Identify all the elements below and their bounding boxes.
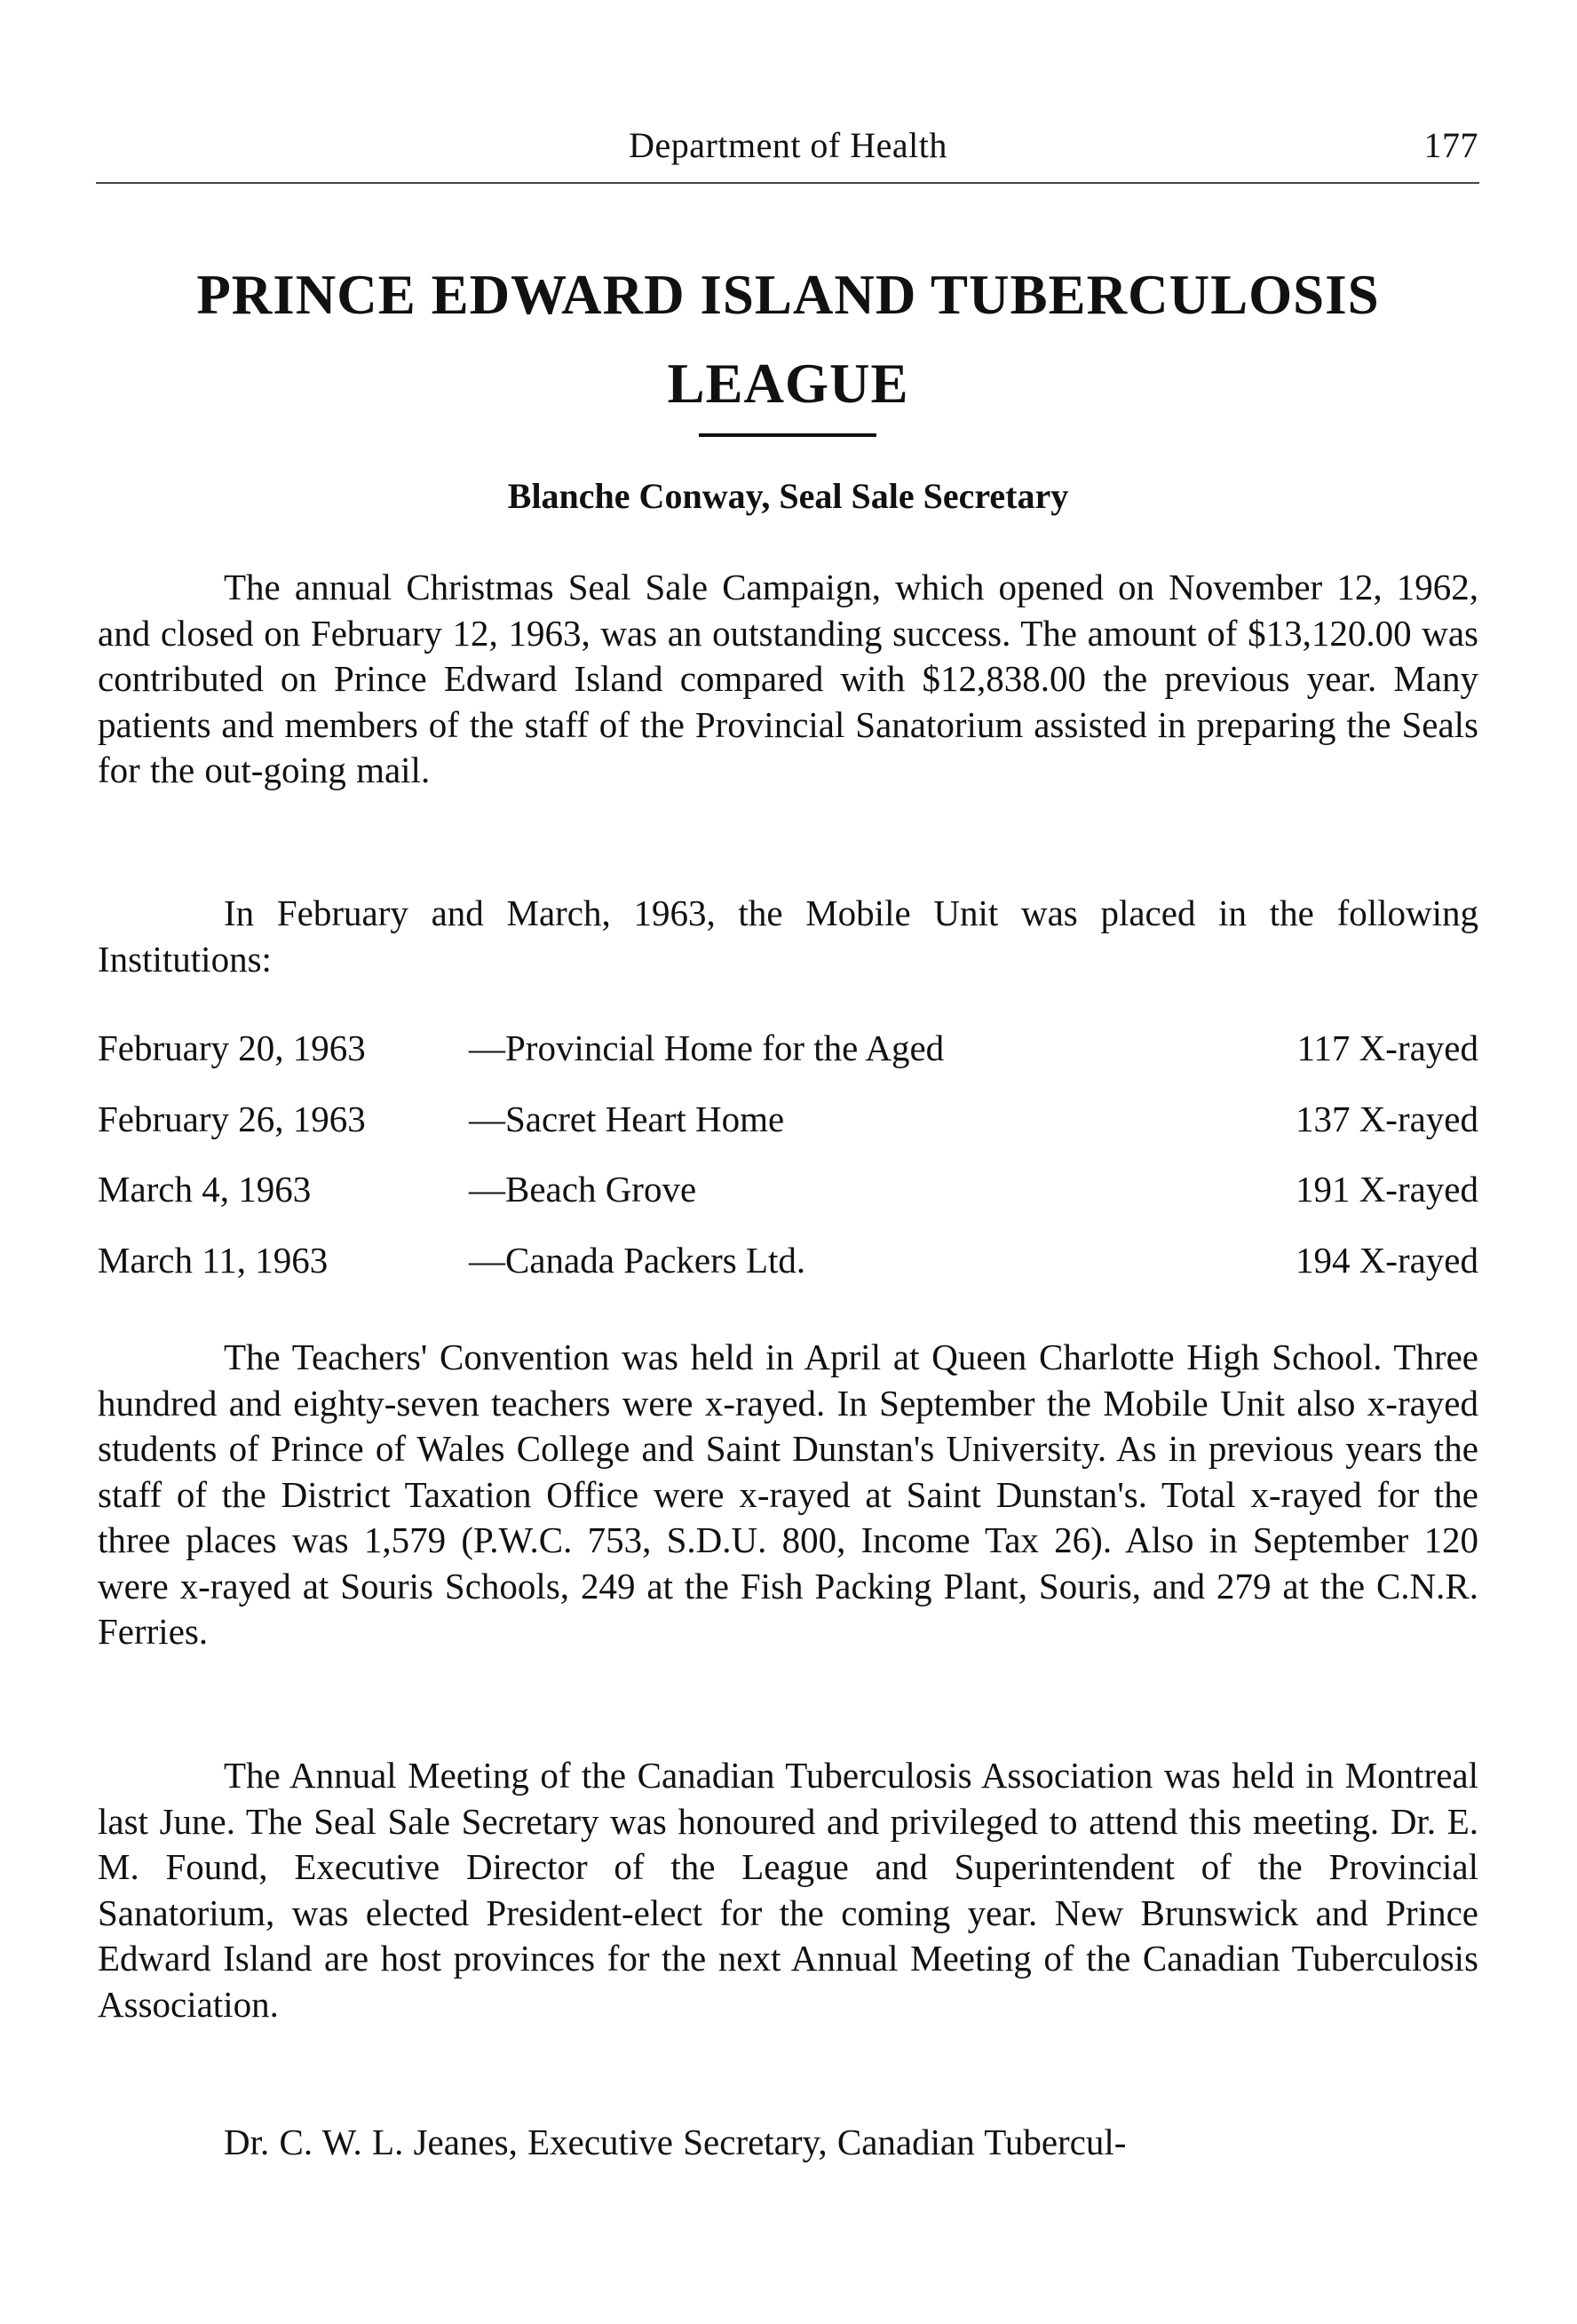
- schedule-row: [98, 1238, 1478, 1309]
- schedule-count: 117 X-rayed: [1296, 1027, 1478, 1068]
- byline: Blanche Conway, Seal Sale Secretary: [507, 476, 1069, 516]
- header-rule: [96, 182, 1479, 184]
- schedule-row: [98, 1097, 1478, 1168]
- mobile-unit-schedule: [98, 1026, 1478, 1308]
- schedule-institution: —Sacret Heart Home: [469, 1098, 785, 1139]
- schedule-count: 137 X-rayed: [1295, 1098, 1478, 1139]
- schedule-count: 194 X-rayed: [1295, 1239, 1478, 1281]
- paragraph-teachers-convention: The Teachers' Convention was held in April at Queen Charlotte High School. Three hundred and eighty-seven teachers were x-rayed. In September the Mobile Unit also x-rayed students of Prince of Wales College and Saint Dunstan's University. As in previous years the staff of the District Taxation Office were x-rayed at Saint Dunstan's. Total x-rayed for the three places was 1,579 (P.W.C. 753, S.D.U. 800, Income Tax 26). Also in September 120 were x-rayed at Souris Schools, 249 at the Fish Packing Plant, Souris, and 279 at the C.N.R. Ferries.: [98, 1336, 1478, 1652]
- schedule-institution: —Provincial Home for the Aged: [469, 1027, 945, 1068]
- schedule-date: February 20, 1963: [98, 1027, 366, 1068]
- page-number: 177: [1423, 125, 1478, 165]
- schedule-institution: —Beach Grove: [469, 1169, 697, 1210]
- schedule-institution: —Canada Packers Ltd.: [469, 1239, 806, 1281]
- running-head: [98, 124, 1478, 169]
- running-head-title: Department of Health: [629, 125, 947, 165]
- paragraph-annual-meeting: The Annual Meeting of the Canadian Tuberculosis Association was held in Montreal last June. The Seal Sale Secretary was honoured and privileged to attend this meeting. Dr. E. M. Found, Executive Director of the League and Superintendent of the Provincial Sanatorium, was elected President-elect for the coming year. New Brunswick and Prince Edward Island are host provinces for the next Annual Meeting of the Canadian Tuberculosis Association.: [98, 1755, 1478, 2025]
- schedule-date: March 4, 1963: [98, 1169, 312, 1210]
- article-title: PRINCE EDWARD ISLAND TUBERCULOSIS LEAGUE: [196, 264, 1380, 415]
- paragraph-seal-sale: The annual Christmas Seal Sale Campaign, which opened on November 12, 1962, and closed on February 12, 1963, was an outstanding success. The amount of $13,120.00 was contributed on Prince Edward Island compared with $12,838.00 the previous year. Many patients and members of the staff of the Provincial Sanatorium assisted in preparing the Seals for the out-going mail.: [98, 567, 1478, 790]
- schedule-row: [98, 1026, 1478, 1097]
- schedule-row: [98, 1167, 1478, 1238]
- paragraph-jeanes: Dr. C. W. L. Jeanes, Executive Secretary, Canadian Tubercul-: [224, 2122, 1127, 2162]
- schedule-date: March 11, 1963: [98, 1239, 329, 1281]
- schedule-count: 191 X-rayed: [1295, 1169, 1478, 1210]
- title-rule: [699, 433, 876, 437]
- paragraph-mobile-unit-intro: In February and March, 1963, the Mobile Unit was placed in the following Institutions:: [98, 892, 1478, 980]
- schedule-date: February 26, 1963: [98, 1098, 366, 1139]
